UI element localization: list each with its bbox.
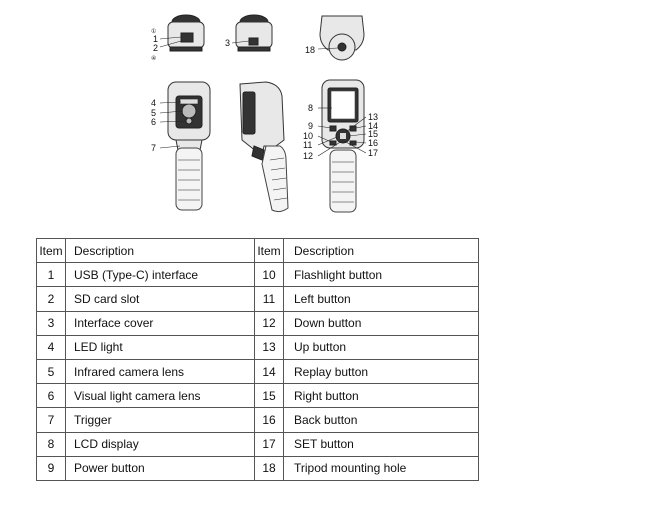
item-description: LED light <box>66 335 255 359</box>
item-number: 1 <box>37 263 66 287</box>
callout-18: 18 <box>305 45 316 55</box>
item-description: Infrared camera lens <box>66 359 255 383</box>
item-description: Back button <box>284 408 479 432</box>
item-description: Flashlight button <box>284 263 479 287</box>
item-description: SET button <box>284 432 479 456</box>
callout-2: 2 <box>153 43 159 53</box>
callout-12: 12 <box>303 151 314 161</box>
item-number: 8 <box>37 432 66 456</box>
callout-small-1: ① <box>151 29 157 35</box>
callout-8: 8 <box>308 103 314 113</box>
header-description-2: Description <box>284 239 479 263</box>
item-number: 11 <box>255 287 284 311</box>
item-number: 12 <box>255 311 284 335</box>
callout-13: 13 <box>368 112 379 122</box>
item-description: USB (Type-C) interface <box>66 263 255 287</box>
item-description: Power button <box>66 456 255 480</box>
item-description: Visual light camera lens <box>66 384 255 408</box>
header-description-1: Description <box>66 239 255 263</box>
item-number: 6 <box>37 384 66 408</box>
item-number: 16 <box>255 408 284 432</box>
table-row <box>37 384 479 408</box>
item-description: Replay button <box>284 359 479 383</box>
device-illustration <box>0 0 650 230</box>
item-description: Interface cover <box>66 311 255 335</box>
item-number: 3 <box>37 311 66 335</box>
item-description: Left button <box>284 287 479 311</box>
item-number: 10 <box>255 263 284 287</box>
header-item-1: Item <box>37 239 66 263</box>
item-description: Tripod mounting hole <box>284 456 479 480</box>
item-number: 5 <box>37 359 66 383</box>
callout-9: 9 <box>308 121 314 131</box>
bottom-view-tripod <box>305 16 364 60</box>
table-row <box>37 287 479 311</box>
item-number: 9 <box>37 456 66 480</box>
item-number: 17 <box>255 432 284 456</box>
table-row <box>37 408 479 432</box>
table-row <box>37 263 479 287</box>
item-number: 13 <box>255 335 284 359</box>
callout-17: 17 <box>368 148 379 158</box>
callout-6: 6 <box>151 117 157 127</box>
callout-10: 10 <box>303 131 314 141</box>
callout-3: 3 <box>225 38 231 48</box>
item-description: Trigger <box>66 408 255 432</box>
item-description: Right button <box>284 384 479 408</box>
item-description: SD card slot <box>66 287 255 311</box>
callout-small-4: ④ <box>151 56 157 62</box>
table-row <box>37 311 479 335</box>
side-view <box>240 82 288 212</box>
callout-16: 16 <box>368 138 379 148</box>
table-row <box>37 335 479 359</box>
item-number: 18 <box>255 456 284 480</box>
table-row <box>37 432 479 456</box>
front-view <box>151 82 210 210</box>
device-diagram <box>0 0 650 230</box>
item-number: 15 <box>255 384 284 408</box>
table-row <box>37 359 479 383</box>
item-description: Down button <box>284 311 479 335</box>
top-view-ports <box>151 15 204 62</box>
callout-14: 14 <box>368 121 379 131</box>
callout-4: 4 <box>151 98 157 108</box>
item-description: LCD display <box>66 432 255 456</box>
callout-11: 11 <box>303 140 313 150</box>
rear-view <box>303 80 378 212</box>
item-number: 14 <box>255 359 284 383</box>
item-description: Up button <box>284 335 479 359</box>
callout-1: 1 <box>153 34 159 44</box>
top-view-cover <box>225 15 272 51</box>
table-row <box>37 456 479 480</box>
item-number: 7 <box>37 408 66 432</box>
item-number: 4 <box>37 335 66 359</box>
header-item-2: Item <box>255 239 284 263</box>
table-header-row <box>37 239 479 263</box>
callout-7: 7 <box>151 143 157 153</box>
item-number: 2 <box>37 287 66 311</box>
callout-15: 15 <box>368 129 379 139</box>
callout-5: 5 <box>151 108 157 118</box>
parts-table <box>36 238 479 481</box>
